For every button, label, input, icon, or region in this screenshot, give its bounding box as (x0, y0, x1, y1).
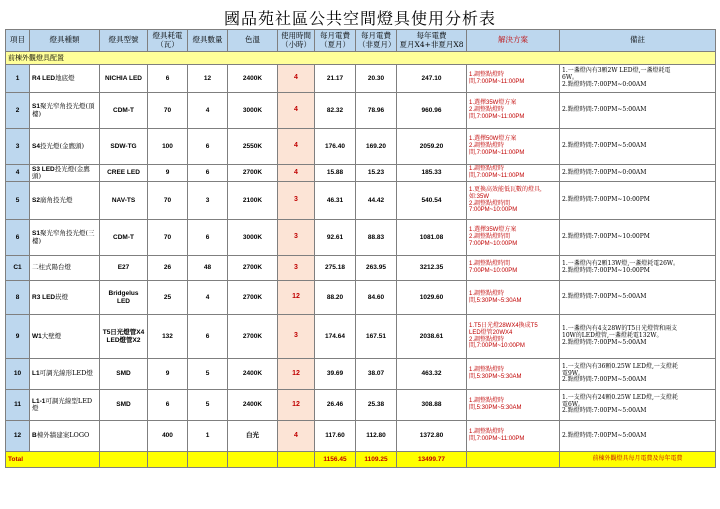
total-empty (278, 452, 315, 468)
total-note: 前棟外觀燈具每月電費及每年電費 (560, 452, 716, 468)
total-empty (100, 452, 148, 468)
annual-fee: 1372.80 (397, 421, 467, 452)
item-number: 10 (6, 359, 30, 390)
fixture-model: CDM-T (100, 93, 148, 129)
fixture-wattage: 100 (148, 129, 188, 165)
nonsummer-monthly-fee: 84.60 (356, 281, 397, 315)
nonsummer-monthly-fee: 38.07 (356, 359, 397, 390)
total-empty (148, 452, 188, 468)
col-header-color-temp: 色溫 (228, 30, 278, 52)
total-summer-fee: 1156.45 (315, 452, 356, 468)
color-temperature: 3000K (228, 220, 278, 256)
annual-fee: 1029.60 (397, 281, 467, 315)
table-row (6, 390, 716, 421)
item-number: C1 (6, 256, 30, 281)
fixture-model: CREE LED (100, 165, 148, 182)
fixture-model: T5日光燈管X4 LED燈管X2 (100, 315, 148, 359)
solution-text: 1.調整點燈時 間,7:00PM~11:00PM (467, 65, 560, 93)
table-row (6, 65, 716, 93)
color-temperature: 2400K (228, 359, 278, 390)
summer-monthly-fee: 46.31 (315, 182, 356, 220)
fixture-type: S1聚光窄角投光燈(三樓) (30, 220, 100, 256)
solution-text: 1.調整點燈時 間,5:30PM~5:30AM (467, 281, 560, 315)
fixture-quantity: 6 (188, 129, 228, 165)
fixture-wattage: 400 (148, 421, 188, 452)
table-row (6, 220, 716, 256)
color-temperature: 2550K (228, 129, 278, 165)
fixture-wattage: 6 (148, 390, 188, 421)
color-temperature: 白光 (228, 421, 278, 452)
usage-hours: 4 (278, 129, 315, 165)
table-row (6, 315, 716, 359)
annual-fee: 185.33 (397, 165, 467, 182)
item-number: 6 (6, 220, 30, 256)
remarks-text: 2.點燈時間:7:00PM~10:00PM (560, 220, 716, 256)
col-header-annual-fee: 每年電費 夏月X4+非夏月X8 (397, 30, 467, 52)
table-row (6, 256, 716, 281)
fixture-model: NICHIA LED (100, 65, 148, 93)
summer-monthly-fee: 82.32 (315, 93, 356, 129)
usage-hours: 12 (278, 281, 315, 315)
summer-monthly-fee: 39.69 (315, 359, 356, 390)
usage-hours: 4 (278, 421, 315, 452)
color-temperature: 2100K (228, 182, 278, 220)
fixture-type: R4 LED地底燈 (30, 65, 100, 93)
summer-monthly-fee: 88.20 (315, 281, 356, 315)
usage-hours: 3 (278, 256, 315, 281)
item-number: 3 (6, 129, 30, 165)
col-header-type: 燈具種類 (30, 30, 100, 52)
fixture-model: CDM-T (100, 220, 148, 256)
annual-fee: 2038.61 (397, 315, 467, 359)
fixture-type: L1可調光線形LED燈 (30, 359, 100, 390)
fixture-type: L1-1可調光線型LED燈 (30, 390, 100, 421)
color-temperature: 2400K (228, 390, 278, 421)
fixture-type: S4投光燈(金鷹頭) (30, 129, 100, 165)
fixture-wattage: 9 (148, 359, 188, 390)
remarks-text: 2.點燈時間:7:00PM~5:00AM (560, 93, 716, 129)
fixture-type: R3 LED崁燈 (30, 281, 100, 315)
col-header-qty: 燈具數量 (188, 30, 228, 52)
fixture-type: S2廣角投光燈 (30, 182, 100, 220)
item-number: 4 (6, 165, 30, 182)
color-temperature: 3000K (228, 93, 278, 129)
fixture-wattage: 70 (148, 182, 188, 220)
solution-text: 1.調整點燈時 間,5:30PM~5:30AM (467, 359, 560, 390)
summer-monthly-fee: 26.46 (315, 390, 356, 421)
remarks-text: 2.點燈時間:7:00PM~5:00AM (560, 421, 716, 452)
nonsummer-monthly-fee: 44.42 (356, 182, 397, 220)
col-header-watt: 燈具耗電 （瓦） (148, 30, 188, 52)
fixture-type: S3 LED投光燈(金鷹頭) (30, 165, 100, 182)
nonsummer-monthly-fee: 112.80 (356, 421, 397, 452)
col-header-hours: 使用時間 （小時） (278, 30, 315, 52)
remarks-text: 2.點燈時間:7:00PM~5:00AM (560, 129, 716, 165)
fixture-quantity: 12 (188, 65, 228, 93)
remarks-text: 1.一支燈內有36顆0.25W LED燈,一支燈耗 電9W。 2.點燈時間:7:00PM~5:00AM (560, 359, 716, 390)
fixture-wattage: 70 (148, 220, 188, 256)
section-row (6, 52, 716, 65)
col-header-item: 項目 (6, 30, 30, 52)
item-number: 8 (6, 281, 30, 315)
remarks-text: 1.一盞燈內有2顆13W燈,一盞燈耗電26W。 2.點燈時間:7:00PM~10:00PM (560, 256, 716, 281)
summer-monthly-fee: 15.88 (315, 165, 356, 182)
color-temperature: 2700K (228, 315, 278, 359)
item-number: 9 (6, 315, 30, 359)
nonsummer-monthly-fee: 15.23 (356, 165, 397, 182)
fixture-quantity: 6 (188, 165, 228, 182)
annual-fee: 3212.35 (397, 256, 467, 281)
col-header-summer-fee: 每月電費 （夏月） (315, 30, 356, 52)
item-number: 2 (6, 93, 30, 129)
fixture-quantity: 4 (188, 93, 228, 129)
fixture-wattage: 9 (148, 165, 188, 182)
fixture-quantity: 4 (188, 281, 228, 315)
fixture-wattage: 70 (148, 93, 188, 129)
color-temperature: 2400K (228, 65, 278, 93)
total-empty (228, 452, 278, 468)
solution-text: 1.調整點燈時 間,5:30PM~5:30AM (467, 390, 560, 421)
fixture-quantity: 3 (188, 182, 228, 220)
total-row (6, 452, 716, 468)
solution-text: 1.選擇35W燈方案 2.調整點燈時 間,7:00PM~11:00PM (467, 93, 560, 129)
item-number: 5 (6, 182, 30, 220)
solution-text: 1.調整點燈時 間,7:00PM~11:00PM (467, 421, 560, 452)
total-label: Total (6, 452, 100, 468)
fixture-wattage: 26 (148, 256, 188, 281)
fixture-model: SMD (100, 359, 148, 390)
nonsummer-monthly-fee: 25.38 (356, 390, 397, 421)
annual-fee: 247.10 (397, 65, 467, 93)
fixture-type: W1大壁燈 (30, 315, 100, 359)
annual-fee: 308.88 (397, 390, 467, 421)
fixture-quantity: 5 (188, 390, 228, 421)
annual-fee: 960.96 (397, 93, 467, 129)
summer-monthly-fee: 176.40 (315, 129, 356, 165)
nonsummer-monthly-fee: 167.51 (356, 315, 397, 359)
remarks-text: 2.點燈時間:7:00PM~0:00AM (560, 165, 716, 182)
solution-text: 1.選擇35W燈方案 2.調整點燈時間 7:00PM~10:00PM (467, 220, 560, 256)
usage-hours: 12 (278, 359, 315, 390)
total-empty (188, 452, 228, 468)
total-nonsummer-fee: 1109.25 (356, 452, 397, 468)
fixture-quantity: 1 (188, 421, 228, 452)
color-temperature: 2700K (228, 281, 278, 315)
lighting-analysis-table (5, 29, 716, 468)
usage-hours: 12 (278, 390, 315, 421)
col-header-solution: 解決方案 (467, 30, 560, 52)
solution-text: 1.T5日光燈28WX4換成T5 LED燈管20WX4 2.調整點燈時 間,7:00PM~10:00PM (467, 315, 560, 359)
fixture-wattage: 132 (148, 315, 188, 359)
solution-text: 1.選擇50W燈方案 2.調整點燈時 間,7:00PM~11:00PM (467, 129, 560, 165)
fixture-wattage: 25 (148, 281, 188, 315)
remarks-text: 1.一盞燈內有4支28W的T5日光燈管和兩支 10W的LED燈管,一盞燈耗電132W。 2.點燈時間:7:00PM~5:00AM (560, 315, 716, 359)
annual-fee: 540.54 (397, 182, 467, 220)
solution-text: 1.更換高效能低瓦數的燈具, 如:35W 2.調整點燈時間 7:00PM~10:00PM (467, 182, 560, 220)
remarks-text: 1.一盞燈內有3顆2W LED燈,一盞燈耗電 6W。 2.點燈時間:7:00PM~0:00AM (560, 65, 716, 93)
table-row (6, 165, 716, 182)
fixture-model: SDW-TG (100, 129, 148, 165)
table-row (6, 421, 716, 452)
annual-fee: 463.32 (397, 359, 467, 390)
table-row (6, 93, 716, 129)
summer-monthly-fee: 117.60 (315, 421, 356, 452)
col-header-remarks: 備註 (560, 30, 716, 52)
table-row (6, 182, 716, 220)
table-row (6, 359, 716, 390)
summer-monthly-fee: 174.64 (315, 315, 356, 359)
page-title: 國品苑社區公共空間燈具使用分析表 (223, 9, 496, 28)
usage-hours: 3 (278, 220, 315, 256)
color-temperature: 2700K (228, 165, 278, 182)
usage-hours: 3 (278, 182, 315, 220)
fixture-wattage: 6 (148, 65, 188, 93)
table-row (6, 281, 716, 315)
fixture-quantity: 48 (188, 256, 228, 281)
col-header-model: 燈具型號 (100, 30, 148, 52)
table-row (6, 129, 716, 165)
fixture-type: B棟外牆建案LOGO (30, 421, 100, 452)
fixture-model: E27 (100, 256, 148, 281)
item-number: 11 (6, 390, 30, 421)
item-number: 1 (6, 65, 30, 93)
header-row (6, 30, 716, 52)
annual-fee: 2059.20 (397, 129, 467, 165)
usage-hours: 4 (278, 165, 315, 182)
fixture-type: S1聚光窄角投光燈(頂樓) (30, 93, 100, 129)
nonsummer-monthly-fee: 263.95 (356, 256, 397, 281)
remarks-text: 2.點燈時間:7:00PM~5:00AM (560, 281, 716, 315)
annual-fee: 1081.08 (397, 220, 467, 256)
usage-hours: 3 (278, 315, 315, 359)
nonsummer-monthly-fee: 169.20 (356, 129, 397, 165)
remarks-text: 1.一支燈內有24顆0.25W LED燈,一支燈耗 電6W。 2.點燈時間:7:00PM~5:00AM (560, 390, 716, 421)
fixture-quantity: 5 (188, 359, 228, 390)
remarks-text: 2.點燈時間:7:00PM~10:00PM (560, 182, 716, 220)
usage-hours: 4 (278, 65, 315, 93)
fixture-model (100, 421, 148, 452)
total-annual-fee: 13499.77 (397, 452, 467, 468)
nonsummer-monthly-fee: 78.96 (356, 93, 397, 129)
usage-hours: 4 (278, 93, 315, 129)
summer-monthly-fee: 275.18 (315, 256, 356, 281)
total-empty (467, 452, 560, 468)
section-label: 前棟外觀燈具配置 (6, 52, 716, 65)
fixture-model: SMD (100, 390, 148, 421)
fixture-model: Bridgelus LED (100, 281, 148, 315)
fixture-type: 二柱式陽台燈 (30, 256, 100, 281)
col-header-nonsummer-fee: 每月電費 （非夏月） (356, 30, 397, 52)
color-temperature: 2700K (228, 256, 278, 281)
solution-text: 1.調整點燈時間 7:00PM~10:00PM (467, 256, 560, 281)
fixture-quantity: 6 (188, 315, 228, 359)
nonsummer-monthly-fee: 20.30 (356, 65, 397, 93)
fixture-quantity: 6 (188, 220, 228, 256)
item-number: 12 (6, 421, 30, 452)
fixture-model: NAV-TS (100, 182, 148, 220)
nonsummer-monthly-fee: 88.83 (356, 220, 397, 256)
summer-monthly-fee: 21.17 (315, 65, 356, 93)
solution-text: 1.調整點燈時 間,7:00PM~11:00PM (467, 165, 560, 182)
summer-monthly-fee: 92.61 (315, 220, 356, 256)
